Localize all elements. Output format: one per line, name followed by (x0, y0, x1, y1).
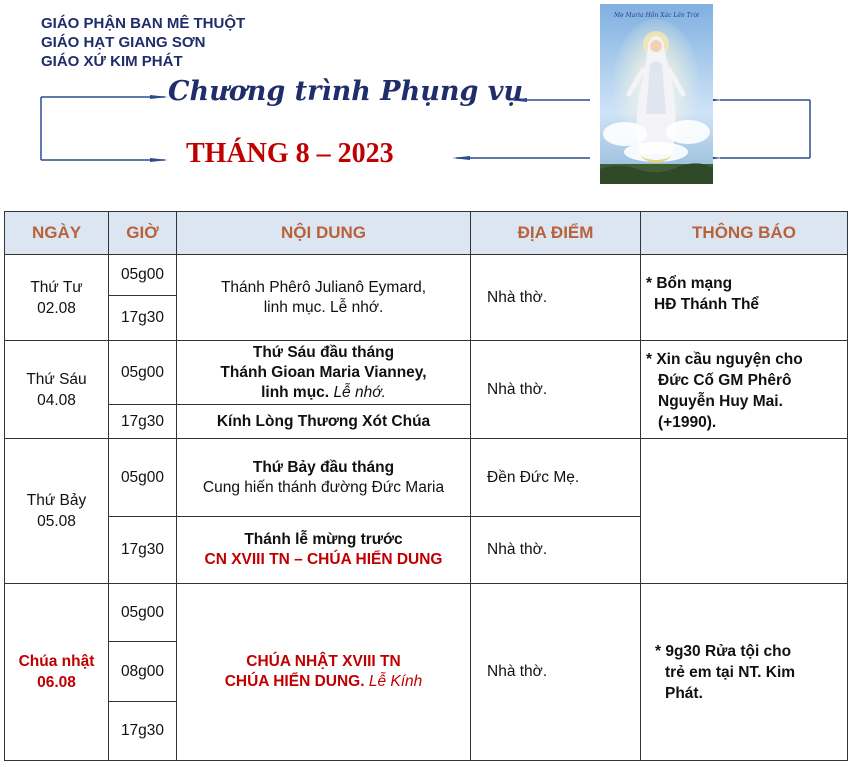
date: 02.08 (37, 299, 76, 317)
liturgy-program-title: Chương trình Phụng vụ (168, 76, 524, 107)
content-text: CHÚA HIỂN DUNG. (224, 673, 365, 690)
column-header-notice: THÔNG BÁO (641, 212, 848, 255)
content-line: Thánh Gioan Maria Vianney, (220, 363, 427, 381)
day-cell (5, 439, 109, 584)
table-row (5, 584, 848, 642)
notice-line: * Xin cầu nguyện cho (646, 351, 803, 368)
content-line: linh mục. Lễ nhớ. (263, 298, 384, 316)
time-cell: 17g30 (109, 517, 177, 584)
content-italic: Lễ nhớ. (333, 383, 386, 401)
time-cell: 05g00 (109, 584, 177, 642)
notice-line: Nguyễn Huy Mai. (658, 393, 783, 410)
content-line: Thánh lễ mừng trước (244, 531, 403, 548)
time-cell: 17g30 (109, 296, 177, 341)
virgin-mary-picture (600, 4, 713, 184)
weekday: Thứ Sáu (26, 370, 87, 388)
notice-line: (+1990). (658, 414, 717, 431)
date: 06.08 (37, 674, 76, 691)
parish-name: GIÁO XỨ KIM PHÁT (41, 53, 183, 70)
month-title: THÁNG 8 – 2023 (186, 138, 394, 169)
liturgy-schedule-table (4, 211, 848, 761)
time-cell: 08g00 (109, 642, 177, 702)
notice-cell (641, 341, 848, 439)
content-line: Thứ Sáu đầu tháng (252, 343, 395, 361)
notice-cell (641, 255, 848, 341)
day-cell (5, 341, 109, 439)
content-cell (177, 255, 471, 341)
notice-line: Phát. (665, 684, 703, 702)
notice-line: Đức Cố GM Phêrô (658, 372, 792, 389)
content-cell (177, 517, 471, 584)
content-cell: Kính Lòng Thương Xót Chúa (177, 405, 471, 439)
weekday: Thứ Bảy (26, 492, 87, 509)
content-cell (177, 341, 471, 405)
day-cell (5, 255, 109, 341)
location-cell: Nhà thờ. (471, 341, 641, 439)
deanery-name: GIÁO HẠT GIANG SƠN (41, 34, 206, 51)
column-header-location: ĐỊA ĐIỂM (471, 212, 641, 255)
location-cell: Nhà thờ. (471, 255, 641, 341)
content-line (177, 672, 470, 692)
column-header-time: GIỜ (109, 212, 177, 255)
content-line: Thứ Bảy đầu tháng (252, 458, 395, 476)
notice-cell-empty (641, 439, 848, 584)
date: 04.08 (37, 391, 76, 409)
virgin-mary-illustration (600, 4, 713, 184)
date: 05.08 (37, 513, 76, 530)
column-header-day: NGÀY (5, 212, 109, 255)
table-row (5, 439, 848, 517)
time-cell: 17g30 (109, 405, 177, 439)
table-row (5, 255, 848, 296)
content-line: Cung hiến thánh đường Đức Maria (202, 478, 445, 496)
content-line: Thánh Phêrô Julianô Eymard, (220, 278, 427, 296)
notice-line: * 9g30 Rửa tội cho (655, 642, 792, 660)
day-cell (5, 584, 109, 761)
content-line (177, 383, 470, 403)
diocese-name: GIÁO PHẬN BAN MÊ THUỘT (41, 15, 246, 32)
time-cell: 05g00 (109, 255, 177, 296)
weekday: Chúa nhật (18, 653, 95, 670)
time-cell: 05g00 (109, 341, 177, 405)
column-header-content: NỘI DUNG (177, 212, 471, 255)
content-cell (177, 584, 471, 761)
weekday: Thứ Tư (30, 278, 83, 296)
time-cell: 05g00 (109, 439, 177, 517)
location-cell: Đền Đức Mẹ. (471, 439, 641, 517)
content-line: CHÚA NHẬT XVIII TN (246, 653, 401, 670)
content-italic: Lễ Kính (368, 673, 423, 690)
notice-line: * Bổn mạng (646, 275, 733, 292)
location-cell: Nhà thờ. (471, 584, 641, 761)
picture-caption: Mẹ Maria Hồn Xác Lên Trời (613, 12, 700, 19)
time-cell: 17g30 (109, 702, 177, 761)
notice-line: trẻ em tại NT. Kim (665, 663, 796, 681)
content-text: linh mục. (261, 383, 330, 401)
content-line: CN XVIII TN – CHÚA HIỂN DUNG (204, 551, 443, 568)
content-cell (177, 439, 471, 517)
notice-line: HĐ Thánh Thể (654, 296, 760, 313)
location-cell: Nhà thờ. (471, 517, 641, 584)
table-row (5, 341, 848, 405)
notice-cell (641, 584, 848, 761)
table-header-row (5, 212, 848, 255)
